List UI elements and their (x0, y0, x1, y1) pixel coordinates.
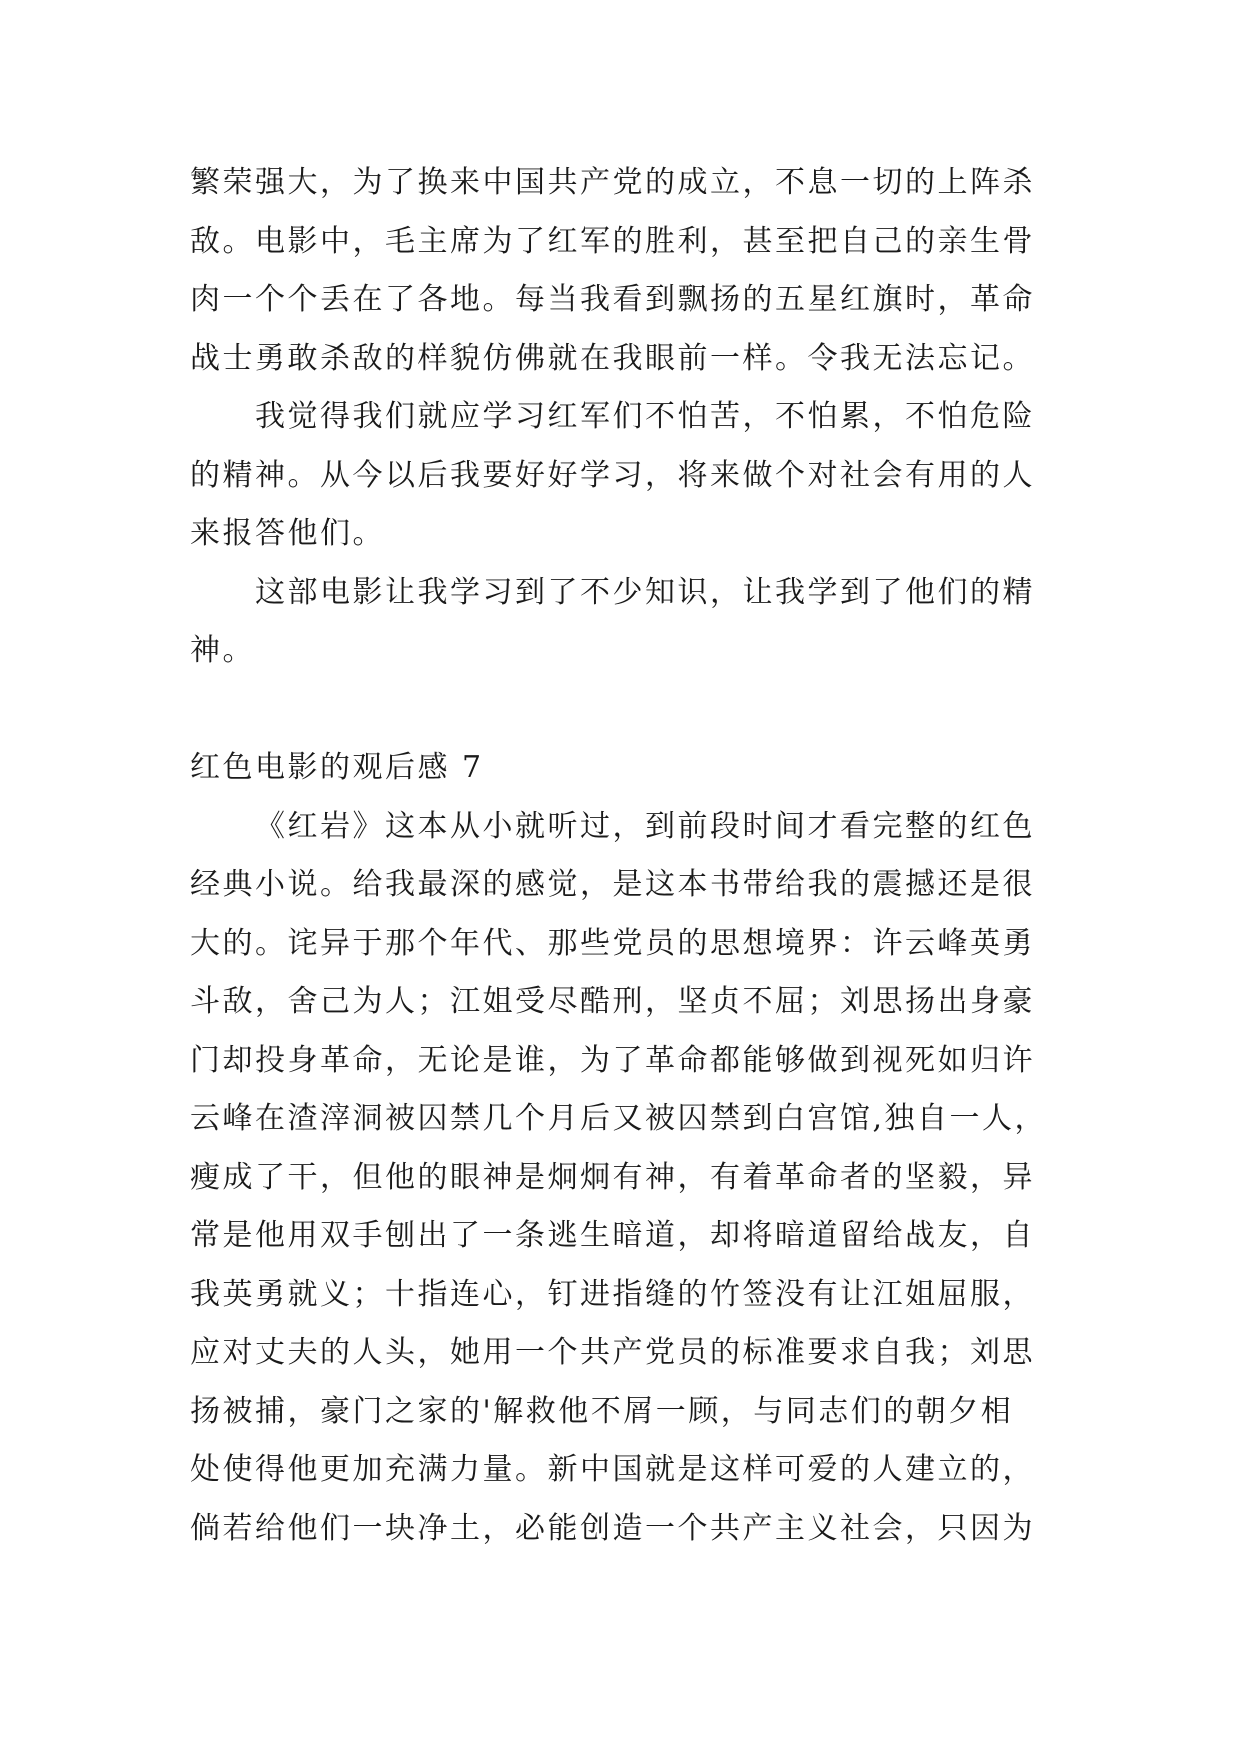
text-line: 我英勇就义；十指连心，钉进指缝的竹签没有让江姐屈服， (190, 1276, 1035, 1312)
document-body (190, 154, 1080, 1558)
text-line: 神。 (190, 633, 255, 668)
text-line: 这部电影让我学习到了不少知识，让我学到了他们的精 (255, 574, 1035, 610)
text-line: 大的。诧异于那个年代、那些党员的思想境界：许云峰英勇 (190, 925, 1035, 961)
text-line: 门却投身革命，无论是谁，为了革命都能够做到视死如归许 (190, 1042, 1035, 1078)
section-heading: 红色电影的观后感 7 (190, 750, 484, 785)
text-line: 扬被捕，豪门之家的'解救他不屑一顾，与同志们的朝夕相 (190, 1393, 1014, 1429)
paragraph-hongyan (190, 798, 1080, 1559)
text-line: 经典小说。给我最深的感觉，是这本书带给我的震撼还是很 (190, 867, 1035, 902)
text-line: 敌。电影中，毛主席为了红军的胜利，甚至把自己的亲生骨 (190, 223, 1035, 259)
text-line: 常是他用双手刨出了一条逃生暗道，却将暗道留给战友，自 (190, 1218, 1035, 1253)
text-line: 云峰在渣滓洞被囚禁几个月后又被囚禁到白宫馆,独自一人， (190, 1101, 1048, 1136)
text-line: 肉一个个丢在了各地。每当我看到飘扬的五星红旗时，革命 (190, 282, 1035, 317)
text-line: 斗敌，舍己为人；江姐受尽酷刑，坚贞不屈；刘思扬出身豪 (190, 984, 1035, 1019)
text-line: 倘若给他们一块净土，必能创造一个共产主义社会，只因为 (190, 1510, 1035, 1546)
text-line: 来报答他们。 (190, 516, 385, 551)
text-line: 瘦成了干，但他的眼神是炯炯有神，有着革命者的坚毅，异 (190, 1159, 1035, 1195)
spacer (190, 681, 1080, 740)
text-line: 处使得他更加充满力量。新中国就是这样可爱的人建立的， (190, 1452, 1035, 1487)
text-line: 《红岩》这本从小就听过，到前段时间才看完整的红色 (255, 808, 1035, 844)
text-line: 应对丈夫的人头，她用一个共产党员的标准要求自我；刘思 (190, 1335, 1035, 1370)
paragraph-conclusion (190, 564, 1080, 681)
text-line: 繁荣强大，为了换来中国共产党的成立，不息一切的上阵杀 (190, 165, 1035, 200)
text-line: 的精神。从今以后我要好好学习，将来做个对社会有用的人 (190, 457, 1035, 493)
paragraph-learn-spirit (190, 388, 1080, 564)
paragraph-continued (190, 154, 1080, 388)
text-line: 我觉得我们就应学习红军们不怕苦，不怕累，不怕危险 (255, 399, 1035, 434)
text-line: 战士勇敢杀敌的样貌仿佛就在我眼前一样。令我无法忘记。 (190, 340, 1035, 376)
